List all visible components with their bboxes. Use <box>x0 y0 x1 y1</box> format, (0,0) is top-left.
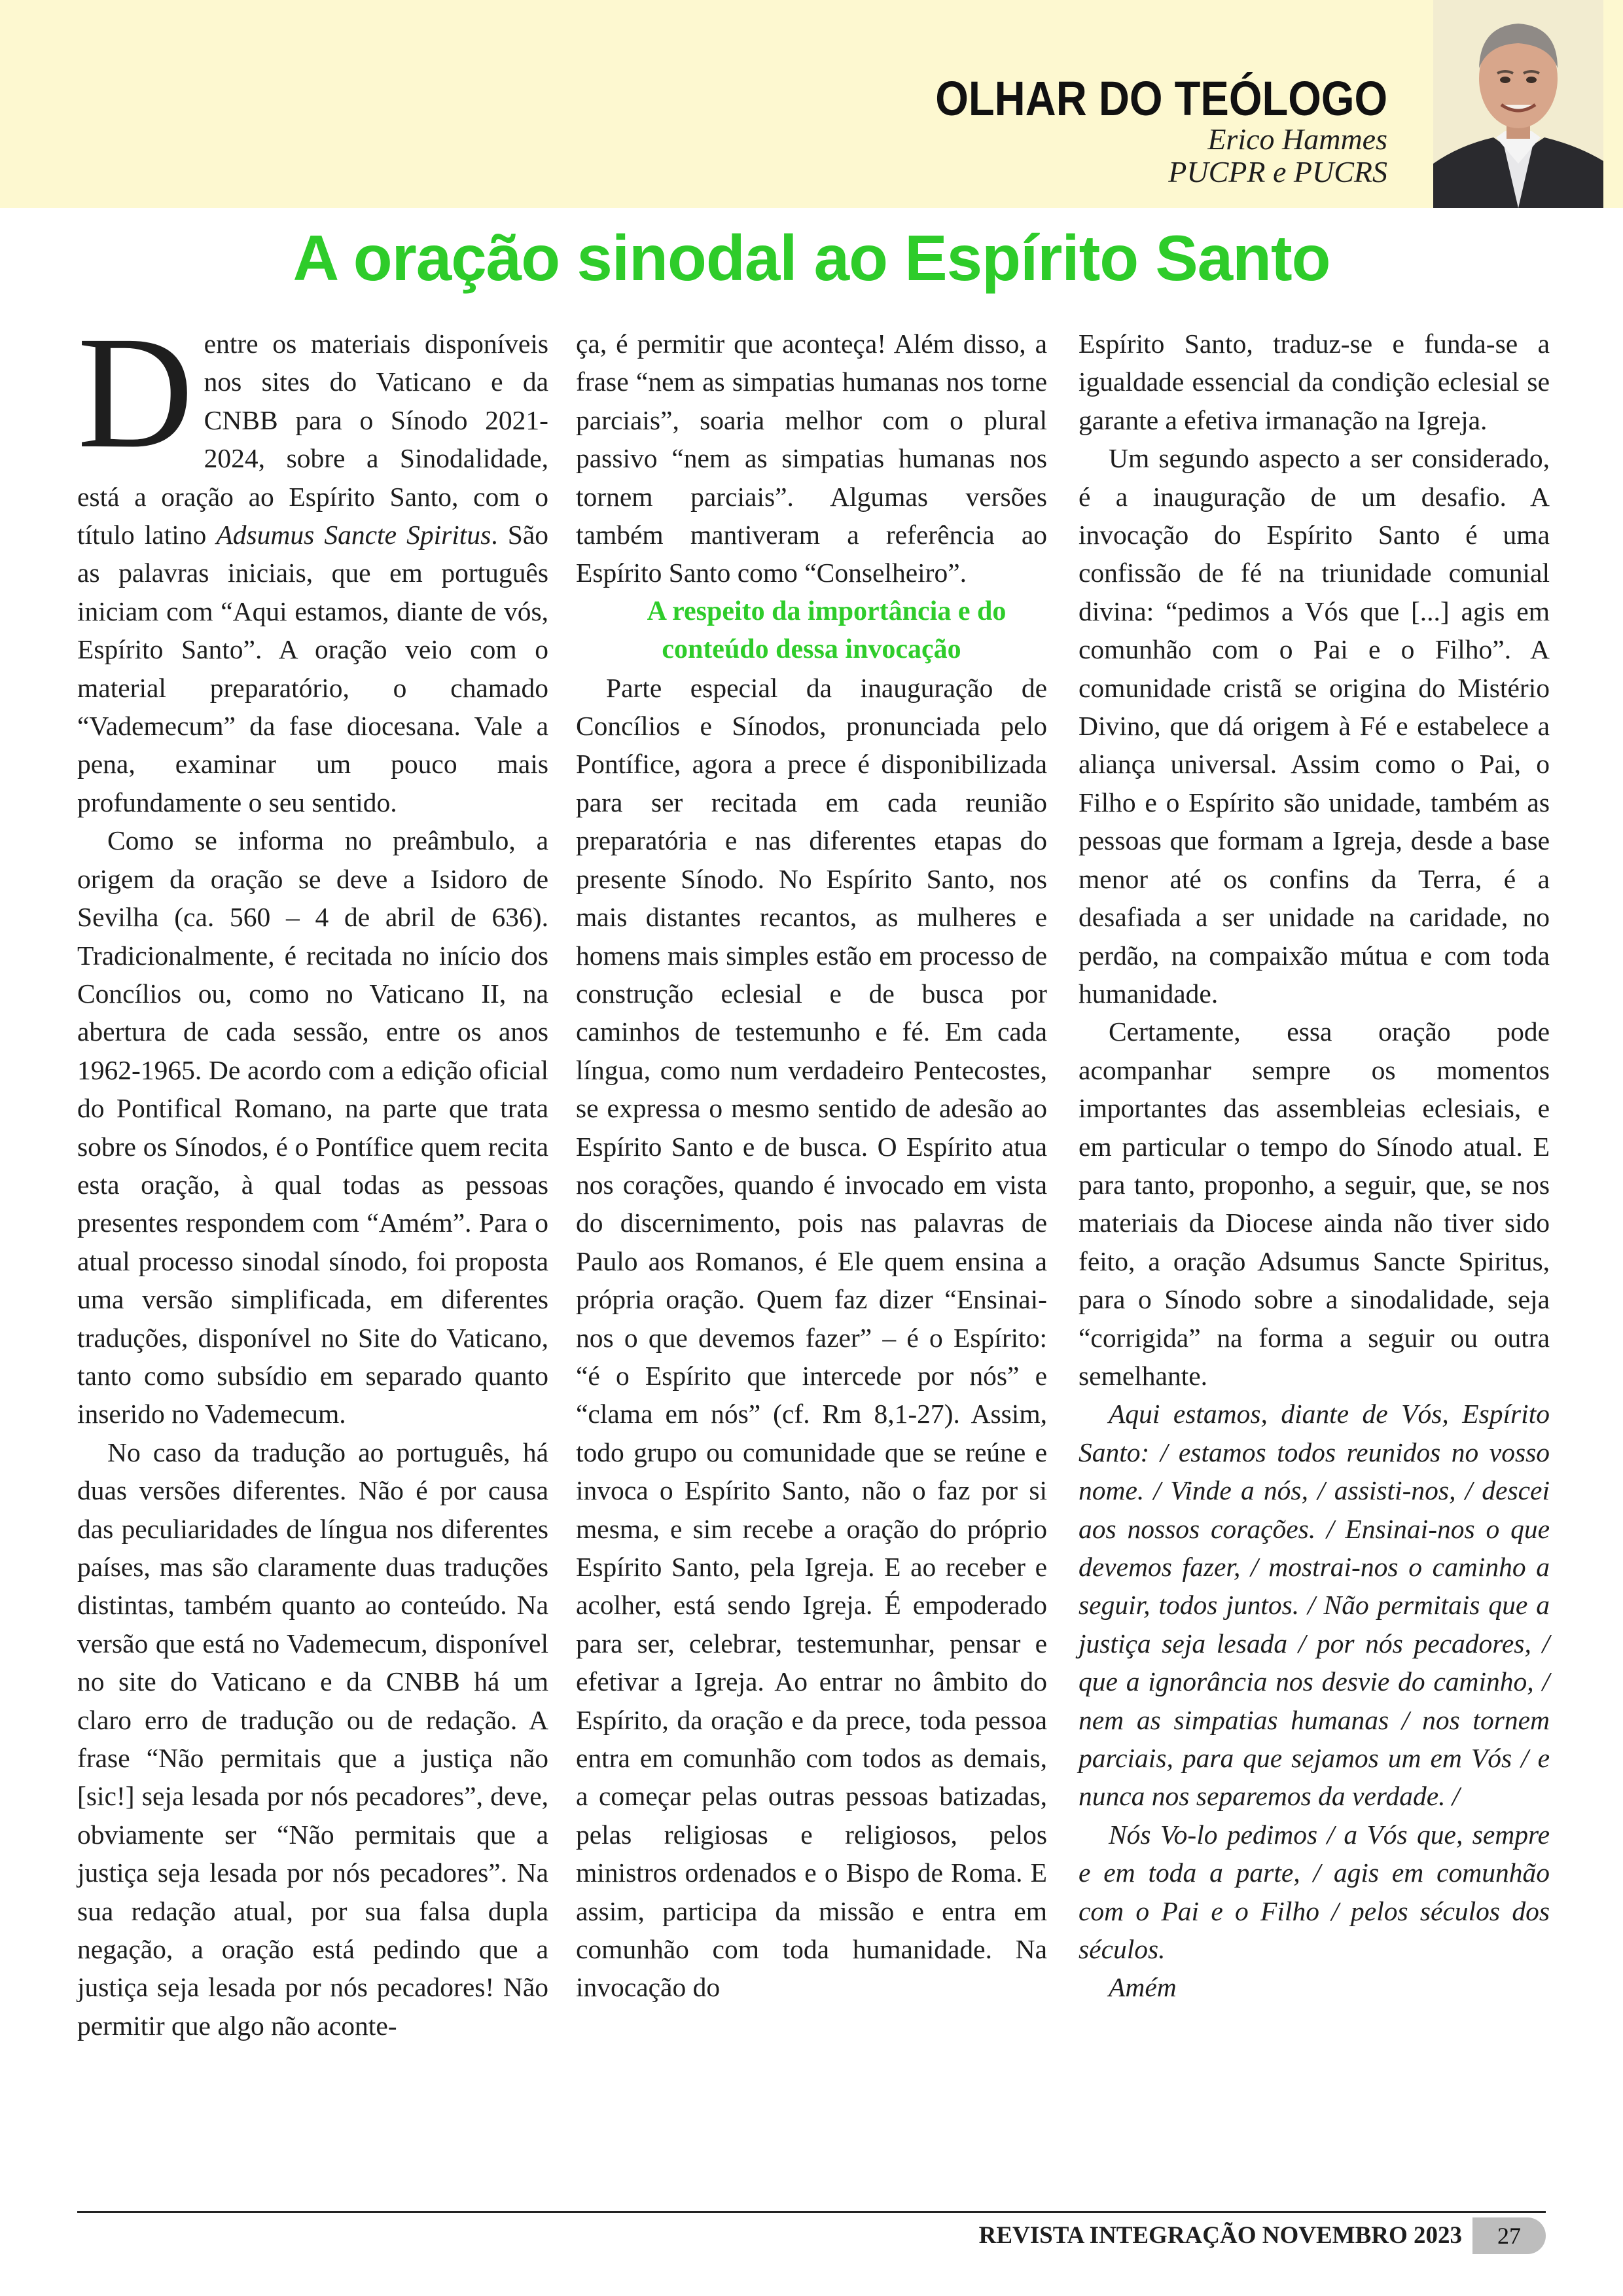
prayer-amen: Amém <box>1109 1972 1177 2003</box>
paragraph: Certamente, essa oração pode acompanhar sempre os momentos importantes das assembleias eclesiais, e em particular o tempo do Sínodo atual. E para tanto, proponho, a seguir, que, se nos materiais da Diocese ainda não tiver sido feito, a oração Adsumus Sancte Spiritus, para o Sínodo sobre a sinodalidade, seja “corrigida” na forma a seguir ou outra semelhante. <box>1079 1016 1550 1391</box>
paragraph-text: entre os materiais disponíveis nos sites do Vaticano e da CNBB para o Sínodo 2021-2024, sobre a Sinodalidade, está a oração ao Espírito Santo, com o título latino <box>77 329 548 550</box>
footer-publication: REVISTA INTEGRAÇÃO NOVEMBRO 2023 <box>978 2222 1462 2249</box>
author-name: Erico Hammes <box>1207 122 1387 156</box>
subheading <box>576 592 1047 669</box>
subheading-line: conteúdo dessa invocação <box>662 634 961 665</box>
subheading-line: A respeito da importância e do <box>647 596 1007 626</box>
author-portrait-drawing <box>1433 0 1603 208</box>
author-portrait <box>1433 0 1603 208</box>
paragraph: Como se informa no preâmbulo, a origem da oração se deve a Isidoro de Sevilha (ca. 560 – 4 de abril de 636). Tradicionalmente, é recitada no início dos Concílios ou, como no Vaticano II, na abertura de cada sessão, entre os anos 1962-1965. De acordo com a edição oficial do Pontifical Romano, na parte que trata sobre os Sínodos, é o Pontífice quem recita esta oração, à qual todas as pessoas presentes respondem com “Amém”. Para o atual processo sinodal sínodo, foi proposta uma versão simplificada, em diferentes traduções, disponível no Site do Vaticano, tanto como subsídio em separado quanto inserido no Vademecum. <box>77 825 548 1429</box>
footer-rule <box>77 2211 1546 2213</box>
column-2 <box>576 325 1047 2007</box>
column-1 <box>77 304 548 2045</box>
paragraph: Um segundo aspecto a ser considerado, é a inauguração de um desafio. A invocação do Espírito Santo é uma confissão de fé na triunidade comunial divina: “pedimos a Vós que [...] agis em comunhão com o Pai e o Filho”. A comunidade cristã se origina do Mistério Divino, que dá origem à Fé e estabelece a aliança universal. Assim como o Pai, o Filho e o Espírito são unidade, também as pessoas que formam a Igreja, desde a base menor até os confins da Terra, é a desafiada a ser unidade na caridade, no perdão, na compaixão mútua e com toda humanidade. <box>1079 443 1550 1009</box>
drop-cap: D <box>77 304 194 482</box>
paragraph: Espírito Santo, traduz-se e funda-se a igualdade essencial da condição eclesial se garante a efetiva irmanação na Igreja. <box>1079 329 1550 435</box>
column-3 <box>1079 325 1550 2007</box>
paragraph-text: . São as palavras iniciais, que em português iniciam com “Aqui estamos, diante de vós, Espírito Santo”. A oração veio com o material preparatório, o chamado “Vademecum” da fase diocesana. Vale a pena, examinar um pouco mais profundamente o seu sentido. <box>77 520 548 817</box>
section-title: OLHAR DO TEÓLOGO <box>935 71 1387 126</box>
latin-title: Adsumus Sancte Spiritus <box>216 520 491 550</box>
article-title: A oração sinodal ao Espírito Santo <box>293 222 1330 294</box>
paragraph <box>77 304 548 821</box>
paragraph: ça, é permitir que aconteça! Além disso, a frase “nem as simpatias humanas nos torne parciais”, soaria melhor com o plural passivo “nem as simpatias humanas nos tornem parciais”. Algumas versões também mantiveram a referência ao Espírito Santo como “Conselheiro”. <box>576 329 1047 588</box>
author-institutions: PUCPR e PUCRS <box>1168 155 1387 188</box>
prayer-text: Aqui estamos, diante de Vós, Espírito Santo: / estamos todos reunidos no vosso nome. / Vinde a nós, / assisti-nos, / descei aos nossos corações. / Ensinai-nos o que devemos fazer, / mostrai-nos o caminho a seguir, todos juntos. / Não permitais que a justiça seja lesada / por nós pecadores, / que a ignorância nos desvie do caminho, / nem as simpatias humanas / nos tornem parciais, para que sejamos um em Vós / e nunca nos separemos da verdade. / <box>1079 1399 1550 1812</box>
paragraph: Parte especial da inauguração de Concílios e Sínodos, pronunciada pelo Pontífice, agora a prece é disponibilizada para ser recitada em cada reunião preparatória e nas diferentes etapas do presente Sínodo. No Espírito Santo, nos mais distantes recantos, as mulheres e homens mais simples estão em processo de construção eclesial e de busca por caminhos de testemunho e fé. Em cada língua, como num verdadeiro Pentecostes, se expressa o mesmo sentido de adesão ao Espírito Santo e de busca. O Espírito atua nos corações, quando é invocado em vista do discernimento, pois nas palavras de Paulo aos Romanos, é Ele quem ensina a própria oração. Quem faz dizer “Ensinai-nos o que devemos fazer” – é o Espírito: “é o Espírito que intercede por nós” e “clama em nós” (cf. Rm 8,1-27). Assim, todo grupo ou comunidade que se reúne e invoca o Espírito Santo, não o faz por si mesma, e sim recebe a oração do próprio Espírito Santo, pela Igreja. E ao receber e acolher, está sendo Igreja. É empoderado para ser, celebrar, testemunhar, pensar e efetivar a Igreja. Ao entrar no âmbito do Espírito, da oração e da prece, toda pessoa entra em comunhão com todos as demais, a começar pelas outras pessoas batizadas, pelas religiosas e religiosos, pelos ministros ordenados e o Bispo de Roma. E assim, participa da missão e entra em comunhão com toda humanidade. Na invocação do <box>576 672 1047 2003</box>
page-number: 27 <box>1472 2217 1546 2254</box>
paragraph: No caso da tradução ao português, há duas versões diferentes. Não é por causa das peculiaridades de língua nos diferentes países, mas são claramente duas traduções distintas, também quanto ao conteúdo. Na versão que está no Vademecum, disponível no site do Vaticano e da CNBB há um claro erro de tradução ou de redação. A frase “Não permitais que a justiça não [sic!] seja lesada por nós pecadores”, deve, obviamente ser “Não permitais que a justiça seja lesada por nós pecadores”. Na sua redação atual, por sua falsa dupla negação, a oração está pedindo que a justiça seja lesada por nós pecadores! Não permitir que algo não aconte- <box>77 1437 548 2041</box>
prayer-text: Nós Vo-lo pedimos / a Vós que, sempre e em toda a parte, / agis em comunhão com o Pai e o Filho / pelos séculos dos séculos. <box>1079 1819 1550 1965</box>
